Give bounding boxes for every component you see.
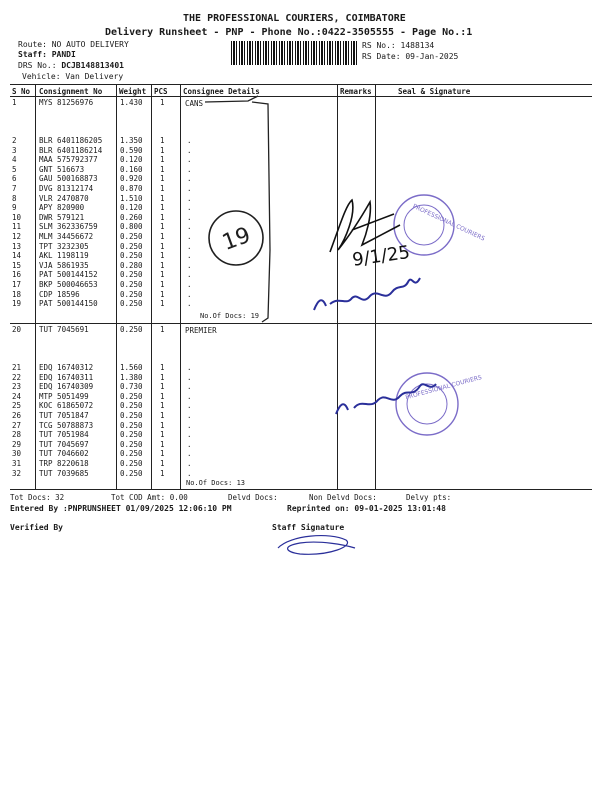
bracket-mark	[205, 96, 270, 322]
row-consignment: SLM 362336759	[39, 222, 98, 232]
row-weight: 0.120	[120, 155, 143, 165]
row-consignment: APY 820900	[39, 203, 85, 213]
row-consignee-mark: .	[187, 382, 192, 392]
col-sno: S No	[12, 87, 31, 96]
row-consignment: MLM 34456672	[39, 232, 94, 241]
tot-docs: Tot Docs: 32	[10, 493, 65, 502]
verified-by: Verified By	[10, 523, 63, 532]
row-sno: 18	[12, 289, 22, 299]
circled-count-text: 19	[219, 222, 254, 256]
row-consignee-mark: .	[187, 136, 192, 145]
row-sno: 23	[12, 382, 22, 392]
row-pcs: 1	[160, 193, 165, 203]
row-sno: 9	[12, 203, 17, 213]
row-consignment: GAU 500168873	[39, 174, 98, 184]
row-sno: 14	[12, 251, 22, 261]
row-pcs: 1	[160, 372, 165, 382]
row-sno: 24	[12, 391, 22, 401]
row-pcs: 1	[160, 145, 165, 155]
circled-count	[209, 211, 263, 265]
row-sno: 3	[12, 145, 17, 155]
staff-signature	[278, 536, 355, 555]
row-pcs: 1	[160, 411, 165, 420]
row-weight: 1.560	[120, 363, 143, 372]
row-consignee-mark: .	[187, 430, 192, 440]
row-weight: 1.380	[120, 372, 143, 382]
row-sno: 25	[12, 401, 22, 411]
row-weight: 0.250	[120, 459, 143, 468]
row-sno: 10	[12, 212, 22, 222]
row-sno: 20	[12, 325, 22, 334]
row-sno: 4	[12, 155, 17, 165]
row-pcs: 1	[160, 164, 165, 174]
route: Route: NO AUTO DELIVERY	[18, 40, 129, 49]
group1-docs-count: No.Of Docs: 19	[200, 312, 260, 320]
row-weight: 0.250	[120, 401, 143, 411]
row-consignee-mark: .	[187, 401, 192, 411]
row-sno: 22	[12, 372, 22, 382]
row-consignment: TPT 3232305	[39, 241, 89, 251]
row-weight: 0.250	[120, 325, 143, 334]
row-pcs: 1	[160, 136, 165, 145]
tot-cod: Tot COD Amt: 0.00	[111, 493, 188, 502]
row-consignment: EDQ 16740309	[39, 382, 94, 392]
row-weight: 0.250	[120, 439, 143, 449]
row-consignment: TUT 7046602	[39, 449, 89, 459]
row-consignment: DWR 579121	[39, 212, 85, 222]
row-consignment: PAT 500144152	[39, 270, 98, 280]
row-sno: 11	[12, 222, 22, 232]
blue-signature-2	[336, 384, 436, 414]
entered-by: Entered By :PNPRUNSHEET 01/09/2025 12:06:10 PM	[10, 504, 232, 513]
row-consignee-mark: .	[187, 155, 192, 165]
row-pcs: 1	[160, 155, 165, 165]
row-pcs: 1	[160, 251, 165, 261]
row-sno: 17	[12, 280, 22, 289]
row-sno: 27	[12, 420, 22, 430]
row-pcs: 1	[160, 449, 165, 459]
row-sno: 13	[12, 241, 22, 251]
blue-signature-1	[314, 278, 420, 310]
row-consignee-mark: .	[187, 439, 192, 449]
row-consignment: BKP 500046653	[39, 280, 98, 289]
svg-text:PROFESSIONAL COURIERS: PROFESSIONAL COURIERS	[404, 374, 483, 402]
row-pcs: 1	[160, 391, 165, 401]
row-weight: 0.250	[120, 299, 143, 309]
row-consignment: MAA 575792377	[39, 155, 98, 165]
row-pcs: 1	[160, 420, 165, 430]
row-consignment: EDQ 16740312	[39, 363, 94, 372]
row-consignment: TUT 7045691	[39, 325, 89, 334]
row-weight: 0.250	[120, 420, 143, 430]
row-consignment: TRP 8220618	[39, 459, 89, 468]
row-pcs: 1	[160, 232, 165, 241]
vehicle: Vehicle: Van Delivery	[22, 72, 124, 81]
row-consignment: BLR 6401186205	[39, 136, 103, 145]
row-sno: 21	[12, 363, 22, 372]
drs-value: DCJB148813401	[61, 61, 124, 70]
row-consignment: GNT 516673	[39, 164, 85, 174]
row-sno: 7	[12, 184, 17, 193]
reprinted-on: Reprinted on: 09-01-2025 13:01:48	[287, 504, 446, 513]
row-consignment: TUT 7039685	[39, 468, 89, 478]
row-consignee-mark: .	[187, 289, 192, 299]
row-sno: 8	[12, 193, 17, 203]
row-sno: 26	[12, 411, 22, 420]
row-pcs: 1	[160, 439, 165, 449]
row-sno: 30	[12, 449, 22, 459]
row-pcs: 1	[160, 98, 165, 107]
col-weight: Weight	[119, 87, 147, 96]
row-weight: 0.120	[120, 203, 143, 213]
row-consignment: EDQ 16740311	[39, 372, 94, 382]
row-sno: 5	[12, 164, 17, 174]
row-sno: 19	[12, 299, 22, 309]
row-consignment: TUT 7051847	[39, 411, 89, 420]
row-sno: 1	[12, 98, 17, 107]
drs-label: DRS No.:	[18, 61, 62, 70]
row-consignee-mark: .	[187, 203, 192, 213]
row-sno: 31	[12, 459, 22, 468]
row-pcs: 1	[160, 222, 165, 232]
row-consignee-mark: .	[187, 251, 192, 261]
row-weight: 0.250	[120, 251, 143, 261]
row-consignee-mark: .	[187, 449, 192, 459]
company-title: THE PROFESSIONAL COURIERS, COIMBATORE	[183, 13, 406, 24]
row-sno: 32	[12, 468, 22, 478]
row-pcs: 1	[160, 174, 165, 184]
row-consignment: VJA 5861935	[39, 260, 89, 270]
row-sno: 12	[12, 232, 22, 241]
staff: Staff: PANDI	[18, 50, 76, 59]
row-consignment: CDP 18596	[39, 289, 80, 299]
row-consignee-mark: .	[187, 363, 192, 372]
row-pcs: 1	[160, 382, 165, 392]
handwritten-date: 9/1/25	[351, 241, 412, 271]
non-delvd-docs: Non Delvd Docs:	[309, 493, 377, 502]
row-consignment: MYS 81256976	[39, 98, 94, 107]
row-sno: 15	[12, 260, 22, 270]
row-consignee-mark: .	[187, 280, 192, 289]
row-consignment: TUT 7051984	[39, 430, 89, 440]
row-consignee-mark: .	[187, 212, 192, 222]
row-consignee-mark: .	[187, 270, 192, 280]
row-weight: 0.730	[120, 382, 143, 392]
row-weight: 0.250	[120, 391, 143, 401]
row-weight: 0.250	[120, 232, 143, 241]
row-consignee-mark: .	[187, 184, 192, 193]
col-consignment: Consignment No	[39, 87, 103, 96]
row-consignment: TUT 7045697	[39, 439, 89, 449]
row-consignment: DVG 81312174	[39, 184, 94, 193]
row-weight: 1.350	[120, 136, 143, 145]
row-pcs: 1	[160, 212, 165, 222]
courier-stamp-2	[396, 373, 483, 435]
row-consignee-mark: .	[187, 299, 192, 309]
delvy-pts: Delvy pts:	[406, 493, 452, 502]
row-pcs: 1	[160, 241, 165, 251]
row-consignee-mark: .	[187, 459, 192, 468]
row-weight: 1.430	[120, 98, 143, 107]
row-weight: 0.250	[120, 270, 143, 280]
row-consignee-mark: .	[187, 174, 192, 184]
row-pcs: 1	[160, 280, 165, 289]
row-pcs: 1	[160, 325, 165, 334]
col-seal-signature: Seal & Signature	[398, 87, 471, 96]
row-consignee-mark: .	[187, 164, 192, 174]
row-weight: 0.250	[120, 241, 143, 251]
row-sno: 28	[12, 430, 22, 440]
row-consignee-mark: .	[187, 391, 192, 401]
row-pcs: 1	[160, 289, 165, 299]
row-consignment: KOC 61865072	[39, 401, 94, 411]
row-weight: 0.260	[120, 212, 143, 222]
consignee-details: PREMIER	[185, 326, 217, 335]
row-consignee-mark: .	[187, 222, 192, 232]
runsheet-subtitle: Delivery Runsheet - PNP - Phone No.:0422-3505555 - Page No.:1	[105, 27, 473, 38]
row-pcs: 1	[160, 459, 165, 468]
delvd-docs: Delvd Docs:	[228, 493, 278, 502]
row-sno: 16	[12, 270, 22, 280]
row-weight: 0.250	[120, 280, 143, 289]
row-pcs: 1	[160, 430, 165, 440]
row-sno: 2	[12, 136, 17, 145]
row-consignee-mark: .	[187, 260, 192, 270]
row-weight: 0.870	[120, 184, 143, 193]
row-consignment: PAT 500144150	[39, 299, 98, 309]
row-weight: 0.280	[120, 260, 143, 270]
row-consignment: VLR 2470870	[39, 193, 89, 203]
col-pcs: PCS	[154, 87, 168, 96]
row-weight: 0.920	[120, 174, 143, 184]
row-consignment: AKL 1198119	[39, 251, 89, 261]
row-pcs: 1	[160, 401, 165, 411]
row-consignment: TCG 50788873	[39, 420, 94, 430]
row-pcs: 1	[160, 363, 165, 372]
row-consignee-mark: .	[187, 468, 192, 478]
row-weight: 0.250	[120, 468, 143, 478]
row-consignment: MTP 5051499	[39, 391, 89, 401]
row-pcs: 1	[160, 299, 165, 309]
row-consignee-mark: .	[187, 420, 192, 430]
row-consignment: BLR 6401186214	[39, 145, 103, 155]
row-sno: 6	[12, 174, 17, 184]
svg-text:PROFESSIONAL COURIERS: PROFESSIONAL COURIERS	[411, 202, 486, 243]
row-pcs: 1	[160, 468, 165, 478]
col-remarks: Remarks	[340, 87, 372, 96]
row-consignee-mark: .	[187, 145, 192, 155]
consignee-details: CANS	[185, 99, 204, 108]
rs-date: RS Date: 09-Jan-2025	[362, 52, 459, 61]
row-weight: 0.250	[120, 449, 143, 459]
row-pcs: 1	[160, 203, 165, 213]
row-sno: 29	[12, 439, 22, 449]
staff-signature-label: Staff Signature	[272, 523, 345, 532]
row-weight: 1.510	[120, 193, 143, 203]
row-consignee-mark: .	[187, 372, 192, 382]
group2-docs-count: No.Of Docs: 13	[186, 479, 246, 487]
row-pcs: 1	[160, 270, 165, 280]
row-pcs: 1	[160, 184, 165, 193]
row-weight: 0.250	[120, 411, 143, 420]
row-weight: 0.250	[120, 430, 143, 440]
row-weight: 0.590	[120, 145, 143, 155]
col-consignee: Consignee Details	[183, 87, 260, 96]
row-weight: 0.250	[120, 289, 143, 299]
row-weight: 0.160	[120, 164, 143, 174]
rs-number: RS No.: 1488134	[362, 41, 435, 50]
row-consignee-mark: .	[187, 411, 192, 420]
row-pcs: 1	[160, 260, 165, 270]
row-weight: 0.800	[120, 222, 143, 232]
row-consignee-mark: .	[187, 241, 192, 251]
row-consignee-mark: .	[187, 232, 192, 241]
row-consignee-mark: .	[187, 193, 192, 203]
